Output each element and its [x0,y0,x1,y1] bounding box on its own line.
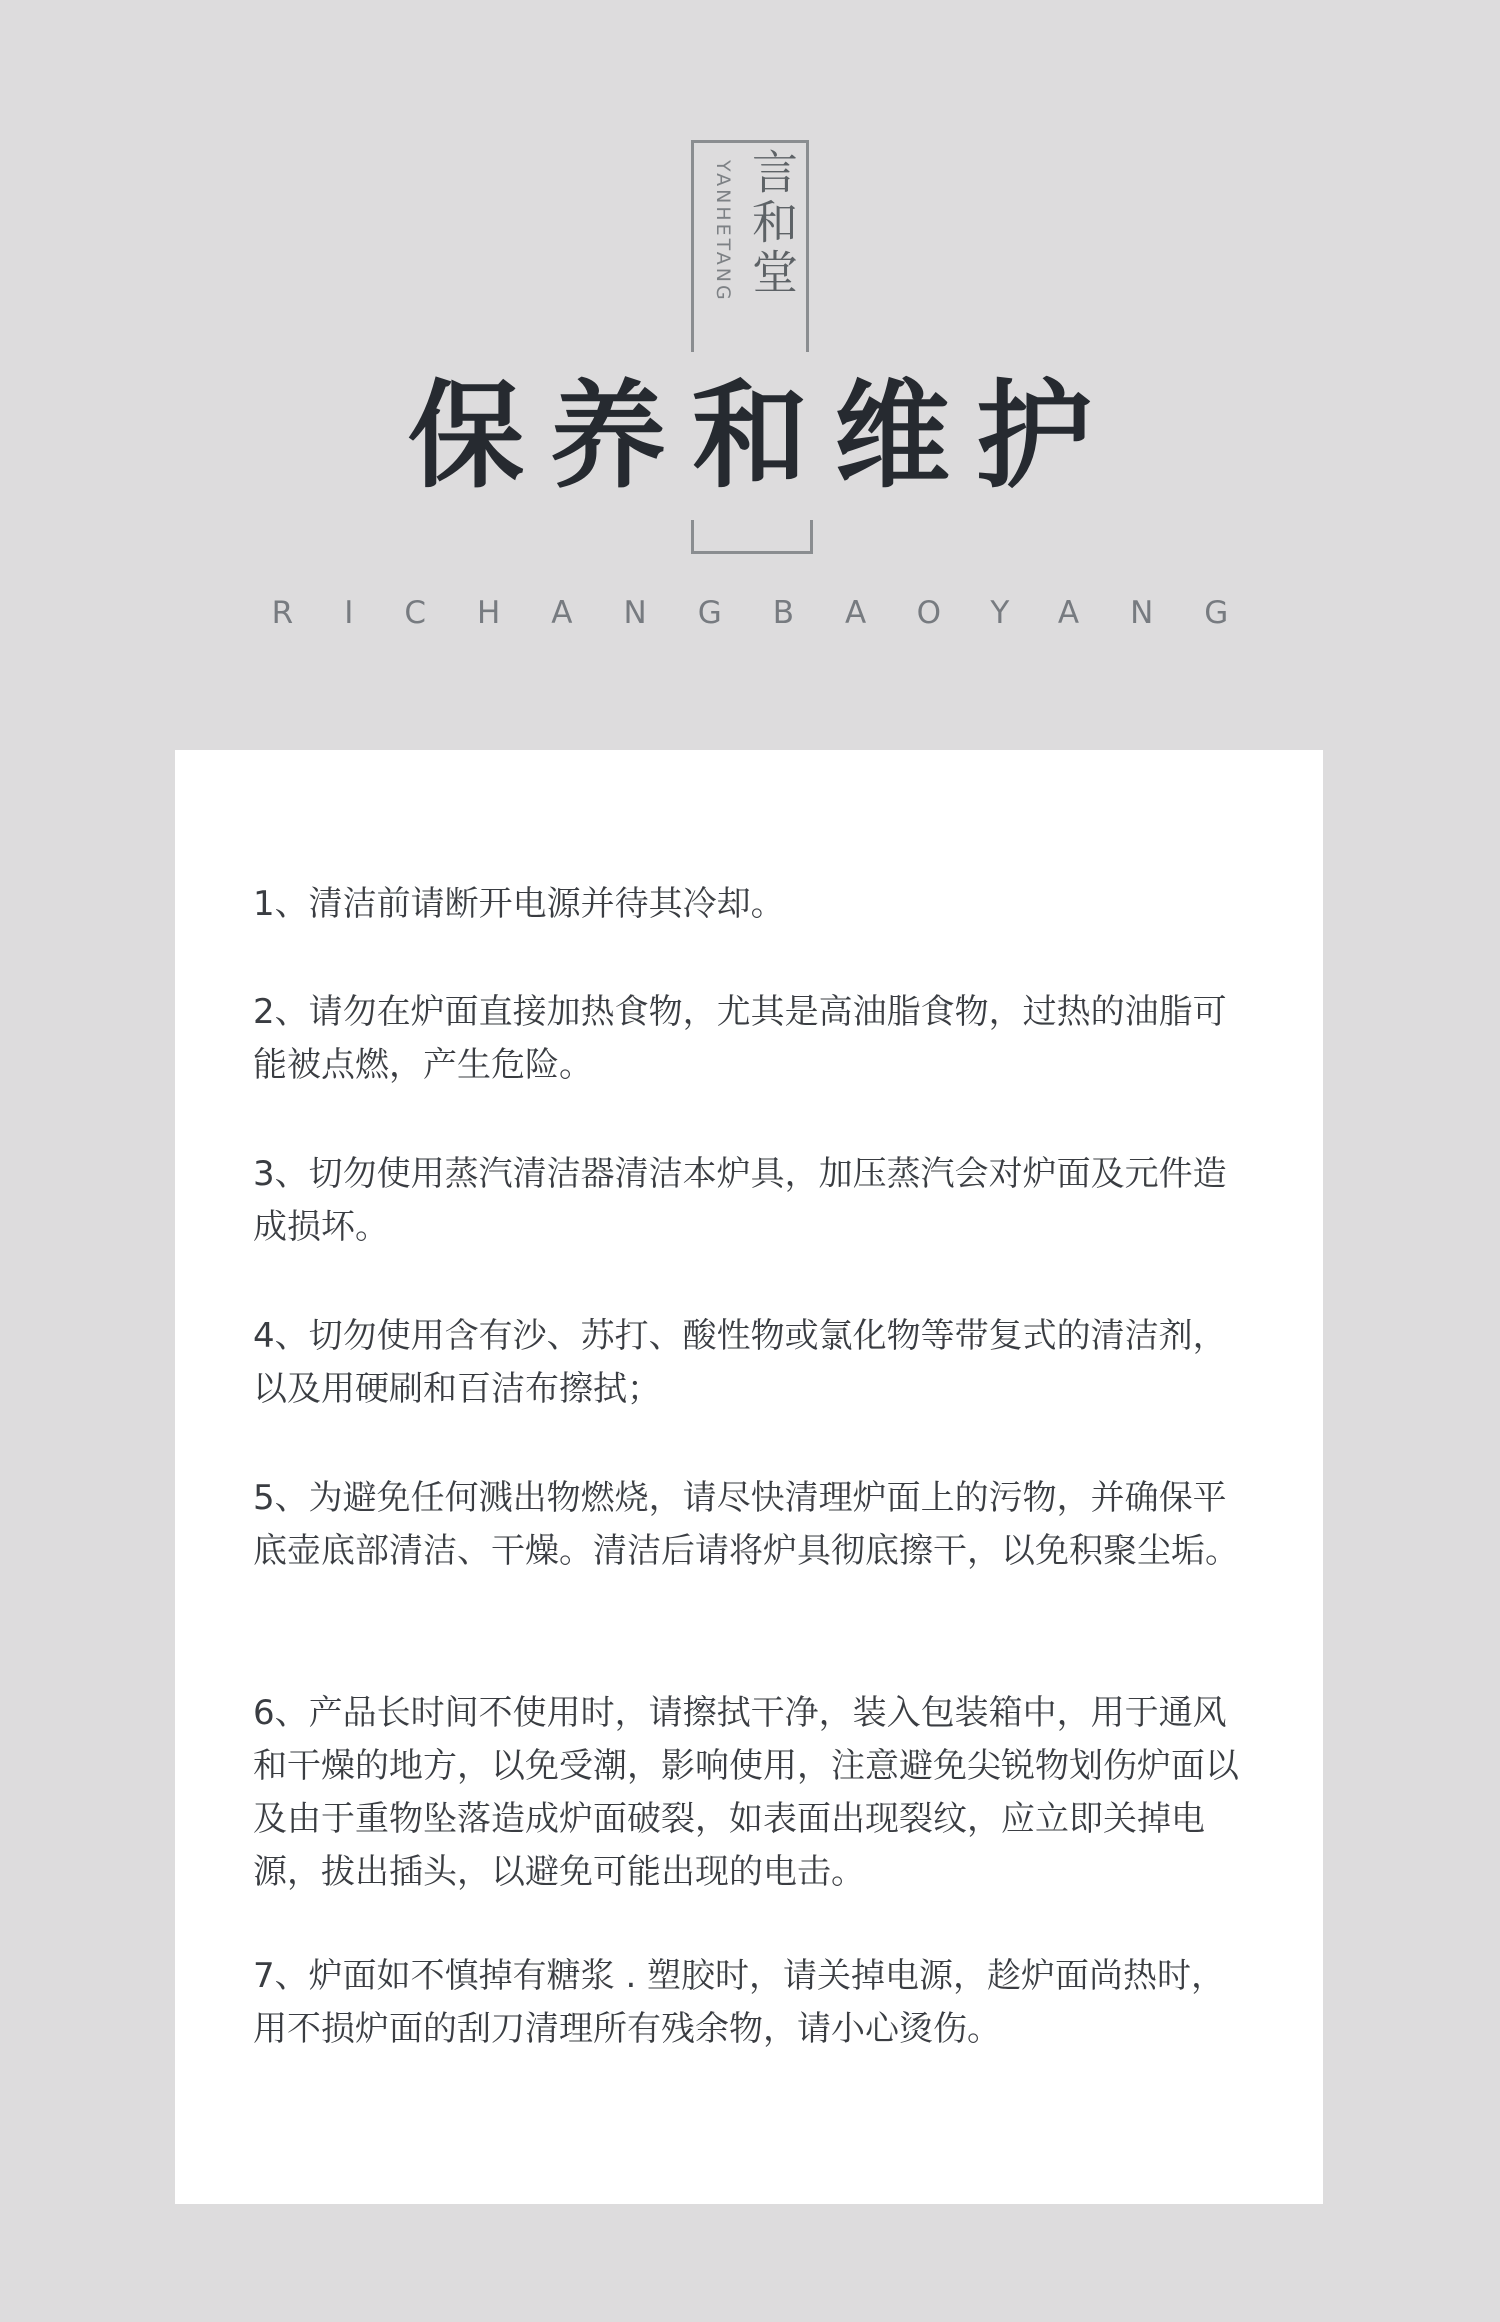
content-card [175,750,1323,2204]
list-item: 2、请勿在炉面直接加热食物，尤其是高油脂食物，过热的油脂可能被点燃，产生危险。 [253,992,1227,1085]
page-title: 保养和维护 [408,369,1118,504]
title-bracket [691,520,813,554]
list-item: 3、切勿使用蒸汽清洁器清洁本炉具，加压蒸汽会对炉面及元件造成损坏。 [253,1154,1227,1247]
list-item: 7、炉面如不慎掉有糖浆 . 塑胶时，请关掉电源，趁炉面尚热时，用不损炉面的刮刀清理所有残余物，请小心烫伤。 [253,1956,1226,2049]
list-item: 5、为避免任何溅出物燃烧，请尽快清理炉面上的污物，并确保平底壶底部清洁、干燥。清洁后请将炉具彻底擦干，以免积聚尘垢。 [253,1478,1239,1571]
logo-latin-text: YANHETANG [712,160,734,303]
logo-chinese-text: 言和堂 [745,148,799,298]
list-item: 6、产品长时间不使用时，请擦拭干净，装入包装箱中，用于通风和干燥的地方，以免受潮，影响使用，注意避免尖锐物划伤炉面以及由于重物坠落造成炉面破裂，如表面出现裂纹，应立即关掉电源，拔出插头，以避免可能出现的电击。 [253,1693,1239,1892]
list-item: 4、切勿使用含有沙、苏打、酸性物或氯化物等带复式的清洁剂，以及用硬刷和百洁布擦拭； [253,1316,1227,1409]
list-item: 1、清洁前请断开电源并待其冷却。 [253,884,785,924]
page-subtitle: RICHANGBAOYANG [271,595,1280,631]
